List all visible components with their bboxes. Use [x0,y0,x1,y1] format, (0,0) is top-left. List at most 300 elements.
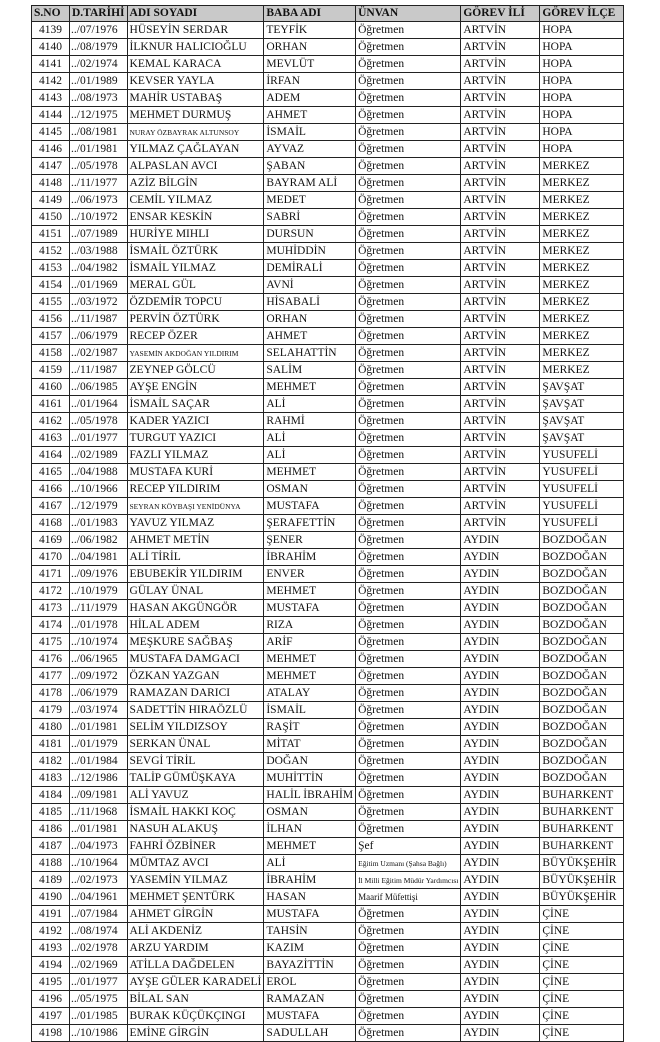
adi-soyadi-cell: SADETTİN HIRAÖZLÜ [127,702,264,719]
dtarihi-cell: ../07/1984 [70,906,128,923]
gorev-ili-cell: AYDIN [461,855,540,872]
unvan-cell: Öğretmen [356,549,461,566]
unvan-cell: Öğretmen [356,481,461,498]
dtarihi-cell: ../09/1981 [70,787,128,804]
unvan-cell: Öğretmen [356,736,461,753]
baba-adi-cell: ORHAN [264,311,356,328]
gorev-ili-cell: AYDIN [461,617,540,634]
table-row [32,821,624,838]
sno-cell: 4171 [32,566,70,583]
adi-soyadi-cell: İSMAİL HAKKI KOÇ [127,804,264,821]
baba-adi-cell: MUSTAFA [264,906,356,923]
sno-cell: 4141 [32,56,70,73]
unvan-cell: Öğretmen [356,311,461,328]
gorev-ilce-cell: BOZDOĞAN [540,532,624,549]
table-row [32,22,624,39]
dtarihi-cell: ../01/1984 [70,753,128,770]
baba-adi-cell: EROL [264,974,356,991]
baba-adi-cell: MEHMET [264,651,356,668]
adi-soyadi-cell: KEMAL KARACA [127,56,264,73]
gorev-ili-cell: AYDIN [461,770,540,787]
sno-cell: 4140 [32,39,70,56]
baba-adi-cell: MEHMET [264,379,356,396]
baba-adi-cell: AYVAZ [264,141,356,158]
table-row [32,991,624,1008]
sno-cell: 4155 [32,294,70,311]
sno-cell: 4181 [32,736,70,753]
gorev-ilce-cell: BÜYÜKŞEHİR [540,872,624,889]
dtarihi-cell: ../10/1972 [70,209,128,226]
baba-adi-cell: ENVER [264,566,356,583]
unvan-cell: Öğretmen [356,498,461,515]
unvan-cell: Öğretmen [356,1008,461,1025]
adi-soyadi-cell: ÖZDEMİR TOPCU [127,294,264,311]
table-row [32,379,624,396]
dtarihi-cell: ../02/1969 [70,957,128,974]
gorev-ili-cell: AYDIN [461,906,540,923]
dtarihi-cell: ../02/1973 [70,872,128,889]
table-row [32,362,624,379]
dtarihi-cell: ../01/1977 [70,974,128,991]
unvan-cell: Öğretmen [356,192,461,209]
adi-soyadi-cell: ALİ TİRİL [127,549,264,566]
unvan-cell: Öğretmen [356,532,461,549]
adi-soyadi-cell: HASAN AKGÜNGÖR [127,600,264,617]
table-row [32,770,624,787]
adi-soyadi-cell: MEŞKURE SAĞBAŞ [127,634,264,651]
sno-cell: 4196 [32,991,70,1008]
unvan-cell: Öğretmen [356,124,461,141]
baba-adi-cell: AHMET [264,328,356,345]
adi-soyadi-cell: CEMİL YILMAZ [127,192,264,209]
unvan-cell: Öğretmen [356,770,461,787]
sno-cell: 4151 [32,226,70,243]
adi-soyadi-cell: FAHRİ ÖZBİNER [127,838,264,855]
gorev-ilce-cell: MERKEZ [540,294,624,311]
sno-cell: 4150 [32,209,70,226]
unvan-cell: Şef [356,838,461,855]
sno-cell: 4179 [32,702,70,719]
baba-adi-cell: MEHMET [264,464,356,481]
gorev-ili-cell: AYDIN [461,634,540,651]
table-row [32,345,624,362]
gorev-ili-cell: ARTVİN [461,328,540,345]
gorev-ili-cell: ARTVİN [461,430,540,447]
table-row [32,260,624,277]
baba-adi-cell: DEMİRALİ [264,260,356,277]
baba-adi-cell: ARİF [264,634,356,651]
gorev-ilce-cell: BOZDOĞAN [540,617,624,634]
gorev-ilce-cell: ÇİNE [540,1008,624,1025]
baba-adi-cell: MUHİTTİN [264,770,356,787]
gorev-ili-cell: AYDIN [461,1008,540,1025]
sno-cell: 4191 [32,906,70,923]
gorev-ilce-cell: MERKEZ [540,226,624,243]
sno-cell: 4184 [32,787,70,804]
sno-cell: 4195 [32,974,70,991]
adi-soyadi-cell: MUSTAFA DAMGACI [127,651,264,668]
unvan-cell: Öğretmen [356,362,461,379]
gorev-ilce-cell: MERKEZ [540,362,624,379]
gorev-ilce-cell: BOZDOĞAN [540,719,624,736]
sno-cell: 4145 [32,124,70,141]
dtarihi-cell: ../07/1989 [70,226,128,243]
sno-cell: 4192 [32,923,70,940]
baba-adi-cell: İLHAN [264,821,356,838]
adi-soyadi-cell: MUSTAFA KURİ [127,464,264,481]
table-row [32,124,624,141]
dtarihi-cell: ../08/1979 [70,39,128,56]
baba-adi-cell: OSMAN [264,804,356,821]
baba-adi-cell: HALİL İBRAHİM [264,787,356,804]
adi-soyadi-cell: İSMAİL ÖZTÜRK [127,243,264,260]
sno-cell: 4139 [32,22,70,39]
dtarihi-cell: ../10/1979 [70,583,128,600]
dtarihi-cell: ../01/1981 [70,719,128,736]
table-row [32,923,624,940]
header-baba-adi: BABA ADI [264,6,356,22]
adi-soyadi-cell: ALİ YAVUZ [127,787,264,804]
gorev-ili-cell: AYDIN [461,889,540,906]
sno-cell: 4194 [32,957,70,974]
adi-soyadi-cell: MEHMET ŞENTÜRK [127,889,264,906]
unvan-cell: Öğretmen [356,702,461,719]
gorev-ili-cell: AYDIN [461,532,540,549]
dtarihi-cell: ../02/1974 [70,56,128,73]
gorev-ilce-cell: HOPA [540,141,624,158]
dtarihi-cell: ../04/1973 [70,838,128,855]
unvan-cell: Öğretmen [356,719,461,736]
unvan-cell: Öğretmen [356,464,461,481]
baba-adi-cell: RAŞİT [264,719,356,736]
unvan-cell: Öğretmen [356,107,461,124]
sno-cell: 4160 [32,379,70,396]
baba-adi-cell: ATALAY [264,685,356,702]
personnel-table [31,5,624,1042]
table-row [32,583,624,600]
dtarihi-cell: ../10/1966 [70,481,128,498]
gorev-ili-cell: AYDIN [461,702,540,719]
table-row [32,90,624,107]
sno-cell: 4165 [32,464,70,481]
unvan-cell: Öğretmen [356,175,461,192]
table-row [32,515,624,532]
gorev-ilce-cell: ÇİNE [540,940,624,957]
table-row [32,277,624,294]
sno-cell: 4189 [32,872,70,889]
unvan-cell: Öğretmen [356,260,461,277]
baba-adi-cell: AHMET [264,107,356,124]
gorev-ilce-cell: BUHARKENT [540,838,624,855]
unvan-cell: Öğretmen [356,226,461,243]
unvan-cell: Öğretmen [356,923,461,940]
table-row [32,311,624,328]
unvan-cell: Öğretmen [356,90,461,107]
gorev-ili-cell: ARTVİN [461,192,540,209]
table-row [32,702,624,719]
baba-adi-cell: ALİ [264,430,356,447]
baba-adi-cell: RAMAZAN [264,991,356,1008]
dtarihi-cell: ../06/1965 [70,651,128,668]
dtarihi-cell: ../11/1987 [70,311,128,328]
gorev-ili-cell: AYDIN [461,974,540,991]
baba-adi-cell: RAHMİ [264,413,356,430]
dtarihi-cell: ../10/1974 [70,634,128,651]
dtarihi-cell: ../04/1961 [70,889,128,906]
gorev-ilce-cell: BOZDOĞAN [540,600,624,617]
adi-soyadi-cell: İSMAİL YILMAZ [127,260,264,277]
baba-adi-cell: SABRİ [264,209,356,226]
gorev-ilce-cell: BOZDOĞAN [540,685,624,702]
table-row [32,158,624,175]
gorev-ilce-cell: BÜYÜKŞEHİR [540,855,624,872]
gorev-ilce-cell: BOZDOĞAN [540,736,624,753]
sno-cell: 4176 [32,651,70,668]
table-row [32,226,624,243]
gorev-ilce-cell: ŞAVŞAT [540,379,624,396]
gorev-ili-cell: ARTVİN [461,141,540,158]
header-unvan: ÜNVAN [356,6,461,22]
dtarihi-cell: ../06/1982 [70,532,128,549]
unvan-cell: Öğretmen [356,345,461,362]
dtarihi-cell: ../02/1987 [70,345,128,362]
adi-soyadi-cell: SERKAN ÜNAL [127,736,264,753]
gorev-ili-cell: ARTVİN [461,515,540,532]
gorev-ilce-cell: HOPA [540,73,624,90]
sno-cell: 4197 [32,1008,70,1025]
unvan-cell: Öğretmen [356,1025,461,1042]
baba-adi-cell: MEVLÜT [264,56,356,73]
adi-soyadi-cell: ARZU YARDIM [127,940,264,957]
table-row [32,736,624,753]
gorev-ili-cell: ARTVİN [461,22,540,39]
unvan-cell: Öğretmen [356,787,461,804]
gorev-ili-cell: ARTVİN [461,158,540,175]
gorev-ili-cell: AYDIN [461,804,540,821]
gorev-ili-cell: ARTVİN [461,447,540,464]
sno-cell: 4159 [32,362,70,379]
dtarihi-cell: ../01/1983 [70,515,128,532]
sno-cell: 4161 [32,396,70,413]
dtarihi-cell: ../03/1988 [70,243,128,260]
baba-adi-cell: MİTAT [264,736,356,753]
baba-adi-cell: KAZIM [264,940,356,957]
dtarihi-cell: ../07/1976 [70,22,128,39]
sno-cell: 4153 [32,260,70,277]
gorev-ilce-cell: ŞAVŞAT [540,396,624,413]
adi-soyadi-cell: ENSAR KESKİN [127,209,264,226]
gorev-ili-cell: ARTVİN [461,294,540,311]
baba-adi-cell: HASAN [264,889,356,906]
baba-adi-cell: BAYAZİTTİN [264,957,356,974]
sno-cell: 4158 [32,345,70,362]
unvan-cell: Öğretmen [356,804,461,821]
table-row [32,481,624,498]
gorev-ilce-cell: HOPA [540,22,624,39]
gorev-ili-cell: ARTVİN [461,396,540,413]
baba-adi-cell: İSMAİL [264,702,356,719]
adi-soyadi-cell: BİLAL SAN [127,991,264,1008]
dtarihi-cell: ../12/1979 [70,498,128,515]
gorev-ili-cell: AYDIN [461,872,540,889]
dtarihi-cell: ../12/1975 [70,107,128,124]
gorev-ili-cell: AYDIN [461,719,540,736]
table-row [32,243,624,260]
table-row [32,940,624,957]
unvan-cell: Öğretmen [356,328,461,345]
gorev-ili-cell: AYDIN [461,1025,540,1042]
gorev-ilce-cell: BOZDOĞAN [540,753,624,770]
gorev-ilce-cell: MERKEZ [540,328,624,345]
dtarihi-cell: ../06/1985 [70,379,128,396]
sno-cell: 4162 [32,413,70,430]
dtarihi-cell: ../01/1981 [70,141,128,158]
adi-soyadi-cell: HURİYE MIHLI [127,226,264,243]
table-row [32,192,624,209]
gorev-ili-cell: ARTVİN [461,260,540,277]
gorev-ilce-cell: HOPA [540,107,624,124]
baba-adi-cell: TEYFİK [264,22,356,39]
unvan-cell: Öğretmen [356,940,461,957]
table-row [32,447,624,464]
baba-adi-cell: ŞENER [264,532,356,549]
header-dtarihi: D.TARİHİ [70,6,128,22]
dtarihi-cell: ../04/1982 [70,260,128,277]
gorev-ilce-cell: BUHARKENT [540,787,624,804]
unvan-cell: Eğitim Uzmanı (Şahsa Bağlı) [356,855,461,872]
sno-cell: 4164 [32,447,70,464]
sno-cell: 4178 [32,685,70,702]
adi-soyadi-cell: YASEMİN AKDOĞAN YILDIRIM [127,345,264,362]
gorev-ili-cell: ARTVİN [461,345,540,362]
table-row [32,753,624,770]
adi-soyadi-cell: HÜSEYİN SERDAR [127,22,264,39]
table-row [32,906,624,923]
gorev-ili-cell: AYDIN [461,821,540,838]
baba-adi-cell: SADULLAH [264,1025,356,1042]
sno-cell: 4169 [32,532,70,549]
unvan-cell: Öğretmen [356,22,461,39]
header-gorev-ilce: GÖREV İLÇE [540,6,624,22]
unvan-cell: Öğretmen [356,957,461,974]
dtarihi-cell: ../11/1968 [70,804,128,821]
sno-cell: 4174 [32,617,70,634]
table-row [32,1008,624,1025]
baba-adi-cell: ALİ [264,855,356,872]
dtarihi-cell: ../05/1975 [70,991,128,1008]
gorev-ilce-cell: BOZDOĞAN [540,634,624,651]
gorev-ili-cell: ARTVİN [461,209,540,226]
adi-soyadi-cell: KEVSER YAYLA [127,73,264,90]
baba-adi-cell: MEDET [264,192,356,209]
table-row [32,617,624,634]
sno-cell: 4186 [32,821,70,838]
unvan-cell: Öğretmen [356,158,461,175]
table-row [32,889,624,906]
gorev-ili-cell: AYDIN [461,736,540,753]
dtarihi-cell: ../06/1973 [70,192,128,209]
table-row [32,56,624,73]
gorev-ilce-cell: YUSUFELİ [540,481,624,498]
unvan-cell: Öğretmen [356,668,461,685]
dtarihi-cell: ../11/1979 [70,600,128,617]
gorev-ili-cell: AYDIN [461,940,540,957]
adi-soyadi-cell: SEVGİ TİRİL [127,753,264,770]
gorev-ilce-cell: ÇİNE [540,991,624,1008]
table-row [32,838,624,855]
baba-adi-cell: MUHİDDİN [264,243,356,260]
table-row [32,549,624,566]
table-row [32,974,624,991]
sno-cell: 4190 [32,889,70,906]
dtarihi-cell: ../10/1986 [70,1025,128,1042]
gorev-ili-cell: ARTVİN [461,39,540,56]
gorev-ilce-cell: BUHARKENT [540,804,624,821]
gorev-ilce-cell: ŞAVŞAT [540,430,624,447]
adi-soyadi-cell: HİLAL ADEM [127,617,264,634]
adi-soyadi-cell: MEHMET DURMUŞ [127,107,264,124]
gorev-ilce-cell: BOZDOĞAN [540,651,624,668]
header-sno: S.NO [32,6,70,22]
gorev-ili-cell: ARTVİN [461,362,540,379]
adi-soyadi-cell: TALİP GÜMÜŞKAYA [127,770,264,787]
baba-adi-cell: RIZA [264,617,356,634]
dtarihi-cell: ../03/1974 [70,702,128,719]
table-row [32,719,624,736]
baba-adi-cell: OSMAN [264,481,356,498]
gorev-ilce-cell: BÜYÜKŞEHİR [540,889,624,906]
adi-soyadi-cell: ALPASLAN AVCI [127,158,264,175]
adi-soyadi-cell: YAVUZ YILMAZ [127,515,264,532]
table-row [32,855,624,872]
sno-cell: 4187 [32,838,70,855]
table-row [32,600,624,617]
adi-soyadi-cell: ALİ AKDENİZ [127,923,264,940]
gorev-ili-cell: AYDIN [461,549,540,566]
adi-soyadi-cell: ATİLLA DAĞDELEN [127,957,264,974]
unvan-cell: Öğretmen [356,243,461,260]
adi-soyadi-cell: TURGUT YAZICI [127,430,264,447]
dtarihi-cell: ../09/1976 [70,566,128,583]
adi-soyadi-cell: SEYRAN KÖYBAŞI YENİDÜNYA [127,498,264,515]
dtarihi-cell: ../08/1981 [70,124,128,141]
baba-adi-cell: MEHMET [264,838,356,855]
sno-cell: 4182 [32,753,70,770]
table-row [32,651,624,668]
dtarihi-cell: ../01/1985 [70,1008,128,1025]
gorev-ilce-cell: BOZDOĞAN [540,566,624,583]
table-row [32,957,624,974]
baba-adi-cell: ALİ [264,447,356,464]
adi-soyadi-cell: PERVİN ÖZTÜRK [127,311,264,328]
gorev-ili-cell: AYDIN [461,668,540,685]
gorev-ilce-cell: MERKEZ [540,345,624,362]
baba-adi-cell: İBRAHİM [264,549,356,566]
dtarihi-cell: ../01/1969 [70,277,128,294]
dtarihi-cell: ../01/1977 [70,430,128,447]
sno-cell: 4143 [32,90,70,107]
adi-soyadi-cell: SELİM YILDIZSOY [127,719,264,736]
unvan-cell: Öğretmen [356,447,461,464]
gorev-ilce-cell: MERKEZ [540,158,624,175]
sno-cell: 4142 [32,73,70,90]
gorev-ilce-cell: BOZDOĞAN [540,668,624,685]
unvan-cell: Öğretmen [356,277,461,294]
baba-adi-cell: MUSTAFA [264,498,356,515]
gorev-ilce-cell: YUSUFELİ [540,464,624,481]
adi-soyadi-cell: EMİNE GİRGİN [127,1025,264,1042]
unvan-cell: Öğretmen [356,821,461,838]
